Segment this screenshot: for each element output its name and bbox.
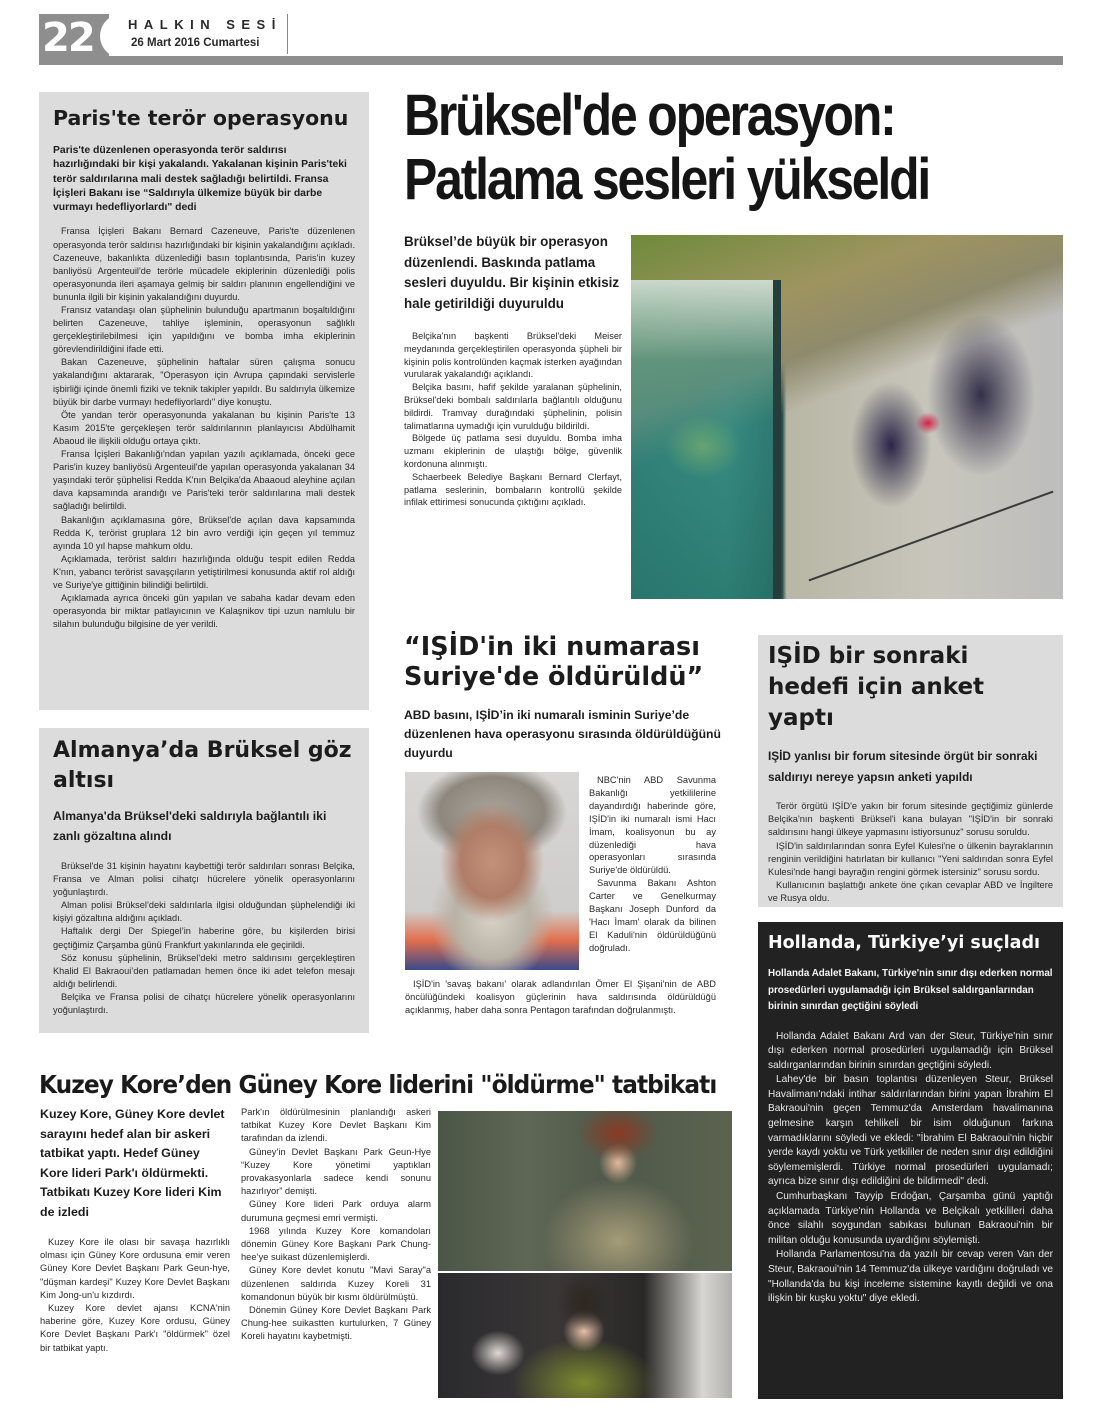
paper-date: 26 Mart 2016 Cumartesi bbox=[131, 37, 260, 49]
paragraph: NBC'nin ABD Savunma Bakanlığı yetkililerine dayandırdığı haberinde göre, IŞİD'in iki numaralı ismi Hacı İmam, koalisyonun bu ay düzenlediği hava operasyonları sırasında Suriye'de öldürüldü. bbox=[589, 775, 716, 876]
article-title: Almanya’da Brüksel göz altısı bbox=[53, 738, 352, 793]
article-title: Paris'te terör operasyonu bbox=[53, 106, 349, 130]
article-title: “IŞİD'in iki numarası Suriye'de öldürüldü” bbox=[404, 632, 704, 692]
article-lead: Brüksel’de büyük bir operasyon düzenlendi. Baskında patlama sesleri duyuldu. Bir kişinin etkisiz hale getirildiği duyuruldu bbox=[404, 234, 620, 311]
paper-name: HALKIN SESİ bbox=[128, 17, 282, 32]
article-title-kuzey-kore: Kuzey Kore’den Güney Kore liderini "öldürme" tatbikatı bbox=[39, 1070, 717, 1099]
article-lead: Hollanda Adalet Bakanı, Türkiye'nin sınır dışı ederken normal prosedürleri uygulamadığı için Brüksel saldırganlarından birinin sınırdan geçtiğini söyledi bbox=[768, 968, 1053, 1012]
article-body-bottom bbox=[405, 978, 716, 1017]
paragraph: Kuzey Kore ile olası bir savaşa hazırlıklı olması için Güney Kore ordusuna emir veren Güney Kore Devlet Başkanı Park Geun-hye, "düşman kardeşi" Kuzey Kore Devlet Başkanı Kim Jong-un'u kızdırdı. bbox=[40, 1237, 230, 1300]
paragraph: Bakan Cazeneuve, şüphelinin haftalar süren çalışma sonucu yakalandığını aktararak, "Operasyon için Avrupa çapındaki servislerle işbirliği içinde önemli fiziki ve teknik takipler yapıldı. Bu saldırıyla ülkemize büyük bir darbe vurmayı hedefliyorlardı" diye konuştu. bbox=[53, 357, 355, 407]
article-kuzey-kore-col1 bbox=[40, 1105, 230, 1355]
paragraph-continuation: Park'ın öldürülmesinin planlandığı askeri tatbikat Kuzey Kore Devlet Başkanı Kim tarafından da izlendi. bbox=[241, 1107, 431, 1144]
article-body bbox=[241, 1106, 431, 1344]
article-brussels bbox=[404, 232, 622, 509]
kim-jong-un-photo bbox=[438, 1111, 732, 1271]
paragraph: Belçika ve Fransa polisi de cihatçı hücrelere yönelik operasyonlarını yoğunlaştırdı. bbox=[53, 991, 355, 1016]
article-lead: ABD basını, IŞİD’in iki numaralı isminin Suriye’de düzenlenen hava operasyonu sırasında öldürüldüğünü duyurdu bbox=[404, 708, 721, 760]
paragraph: Dönemin Güney Kore Devlet Başkanı Park Chung-hee suikastten kurtulurken, 7 Güney Koreli hayatını kaybetmişti. bbox=[241, 1305, 431, 1342]
paragraph: Açıklamada ayrıca önceki gün yapılan ve sabaha kadar devam eden operasyonda bir miktar patlayıcının ve Kalaşnikov tipi uzun namlulu bir silahın bulunduğu bilgisine de yer verildi. bbox=[53, 593, 355, 630]
page-number: 22 bbox=[42, 15, 94, 61]
paragraph: Söz konusu şüphelinin, Brüksel’deki metro saldırısını gerçekleştiren Khalid El Bakraoui’den patlamadan hemen önce iki adet telefon mesajı aldığı belirlendi. bbox=[53, 952, 355, 989]
brussels-operation-photo bbox=[631, 235, 1063, 599]
paragraph: Haftalık dergi Der Spiegel’in haberine göre, bu kişilerden birisi geçtiğimiz Çarşamba günü Frankfurt yakınlarında ele geçirildi. bbox=[53, 926, 355, 950]
main-headline: Brüksel'de operasyon: Patlama sesleri yükseldi bbox=[404, 83, 930, 212]
article-body bbox=[404, 330, 622, 509]
haci-imam-portrait bbox=[405, 772, 579, 970]
paragraph: Güney’in Devlet Başkanı Park Geun-Hye “Kuzey Kore yönetimi yaptıkları provakasyonlarla sadece kendi sonunu hazırlıyor” demişti. bbox=[241, 1146, 431, 1197]
article-body bbox=[768, 1030, 1053, 1307]
paragraph: IŞİD'in 'savaş bakanı' olarak adlandırılan Ömer El Şişani'nin de ABD öncülüğündeki koalisyon güçlerinin hava saldırısında öldürüldüğü açıklanmış, haber daha sonra Pentagon tarafından doğrulanmıştı. bbox=[405, 979, 716, 1015]
masthead-bar bbox=[39, 56, 1063, 65]
paragraph: Belçika basını, hafif şekilde yaralanan şüphelinin, Brüksel'deki bombalı saldırılarla bağlantılı olduğunu bildirdi. Tramvay durağındaki şüphelinin, polisin talimatlarına uymadığı için vurulduğu bildirildi. bbox=[404, 382, 622, 431]
article-almanya bbox=[39, 728, 369, 1033]
article-lead: IŞİD yanlısı bir forum sitesinde örgüt bir sonraki saldırıyı nereye yapsın anketi yapıldı bbox=[768, 749, 1038, 784]
paragraph: Güney Kore lideri Park orduya alarm durumuna geçmesi emri vermişti. bbox=[241, 1199, 431, 1223]
paragraph: Brüksel'de 31 kişinin hayatını kaybettiği terör saldırıları sonrası Belçika, Fransa ve Alman polisi cihatçı hücrelere yönelik operasyonlarını yoğunlaştırdı. bbox=[53, 861, 355, 898]
article-lead: Kuzey Kore, Güney Kore devlet sarayını hedef alan bir askeri tatbikat yaptı. Hedef Güney Kore lideri Park'ı öldürmekti. Tatbikatı Kuzey Kore lideri Kim de izledi bbox=[40, 1107, 225, 1219]
railing-shape bbox=[808, 491, 1053, 582]
paragraph: Öte yandan terör operasyonunda yakalanan bu kişinin Paris'te 13 Kasım 2015'te gerçekleşen terör saldırılarının planlayıcısı Abdülhamit Abaoud ile ilişkili olduğu ortaya çıktı. bbox=[53, 409, 355, 446]
article-kuzey-kore-col2 bbox=[241, 1106, 431, 1344]
article-lead: Almanya'da Brüksel'deki saldırıyla bağlantılı iki zanlı gözaltına alındı bbox=[53, 809, 327, 843]
tram-shelter-shape bbox=[631, 280, 781, 599]
article-body bbox=[53, 860, 355, 1017]
article-isid-poll bbox=[758, 635, 1063, 907]
paragraph: Açıklamada, terörist saldırı hazırlığında olduğu tespit edilen Redda K'nın, yabancı terörist savaşçıların yetiştirilmesi konusunda aktif rol aldığı ve Suriye'ye gittiğinin bilindiği belirtildi. bbox=[53, 553, 355, 590]
paragraph: Cumhurbaşkanı Tayyip Erdoğan, Çarşamba günü yaptığı açıklamada Türkiye'nin Hollanda ve Belçikalı yetkilileri daha önce silahlı soygundan sabıkası bulunan Bakraoui'nin bir militan olduğu konusunda uyardığını söylemişti. bbox=[768, 1191, 1053, 1246]
paragraph: Hollanda Parlamentosu'na da yazılı bir cevap veren Van der Steur, Bakraoui'nin 14 Temmuz'da ülkeye vardığını doğruladı ve "Hollanda'da bu kişi inceleme sistemine kayıtlı değildi ve ona ilişkin bir kuşku yoktu" diye ekledi. bbox=[768, 1249, 1053, 1305]
paragraph: 1968 yılında Kuzey Kore komandoları dönemin Güney Kore Başkanı Park Chung-hee’ye suikast düzenlemişlerdi. bbox=[241, 1225, 431, 1263]
paragraph: Kuzey Kore devlet ajansı KCNA'nin haberine göre, Kuzey Kore ordusu, Güney Kore Devlet Başkanı Park'ı "öldürmek" özel bir tatbikat yaptı. bbox=[40, 1303, 230, 1353]
paragraph: Hollanda Adalet Bakanı Ard van der Steur, Türkiye'nin sınır dışı ederken normal prosedürleri uygulamadığı için Brüksel saldırganlarından birinin sınırdan geçtiğini söyledi. bbox=[768, 1030, 1053, 1071]
article-isid-number-two bbox=[404, 632, 744, 763]
paragraph: Schaerbeek Belediye Başkanı Bernard Clerfayt, patlama seslerinin, bombaların kontrollü şekilde infilak ettirimesi sonucunda çıktığını açıkladı. bbox=[404, 471, 622, 508]
article-title: IŞİD bir sonraki hedefi için anket yaptı bbox=[768, 643, 985, 731]
article-body-side bbox=[589, 774, 716, 955]
paragraph: Kullanıcının başlattığı ankete öne çıkan cevaplar ABD ve İngiltere ve Rusya oldu. bbox=[768, 880, 1053, 904]
park-geun-hye-photo bbox=[438, 1273, 732, 1398]
paragraph: Terör örgütü IŞİD'e yakın bir forum sitesinde geçtiğimiz günlerde Belçika'nın başkenti Brüksel'i kana bulayan "IŞİD'in bir sonraki saldırısını hangi ülkeye yapmasını istiyorsunuz" sorusu soruldu. bbox=[768, 801, 1053, 838]
paragraph: Lahey'de bir basın toplantısı düzenleyen Steur, Brüksel Havalimanı'ndaki intihar saldırılarından birini yapan İbrahim El Bakraoui'nin geçen Temmuz'da Amsterdam havalimanına gelmesine karşın tehlikeli bir isim olduğunun farkına varmadıklarını söyledi ve ekledi: "İbrahim El Bakraoui'nin hiçbir yerde kaydı yoktu ve Türk yetkililer de neden sınır dışı edildiğini söylememişlerdi. Türkiye normal prosedürleri uygulamadı; ayrıca bize sınır dışı edildiğini de bildirmedi" dedi. bbox=[768, 1074, 1053, 1188]
paragraph: Bakanlığın açıklamasına göre, Brüksel'de açılan dava kapsamında Redda K, terörist gruplara 12 bin avro verdiği için geçen yıl temmuz ayında 10 yıl hapse mahkum oldu. bbox=[53, 514, 355, 551]
article-hollanda bbox=[758, 922, 1063, 1399]
article-lead: Paris'te düzenlenen operasyonda terör saldırısı hazırlığındaki bir kişi yakalandı. Yakalanan kişinin Paris'teki terör saldırılarına mali destek sağladığı belirtildi. Fransa İçişleri Bakanı ise “Saldırıyla ülkemize büyük bir darbe vurmayı hedefliyorlardı" dedi bbox=[53, 144, 347, 214]
paragraph: Belçika'nın başkenti Brüksel'deki Meiser meydanında gerçekleştirilen operasyonda şüpheli bir kişinin polis kontrolünden kaçmak isterken ayağından vurularak yakalandığı açıklandı. bbox=[404, 331, 622, 380]
paragraph: IŞİD'in saldırılarından sonra Eyfel Kulesi'ne o ülkenin bayraklarının renginin verildiğini hatırlatan bir kullanıcı "Yeni saldırıdan sonra Eyfel Kulesi'nde hangi bayrağın rengini görmek istersiniz" sorusu sordu. bbox=[768, 840, 1053, 878]
article-title: Hollanda, Türkiye’yi suçladı bbox=[768, 933, 1041, 953]
paragraph: Alman polisi Brüksel’deki saldırılarla ilgisi olduğundan şüphelendiği iki kişiyi gözaltına aldığını açıkladı. bbox=[53, 900, 355, 924]
article-body bbox=[53, 225, 355, 631]
article-body bbox=[40, 1236, 230, 1355]
masthead-divider bbox=[287, 14, 288, 54]
paragraph: Fransa İçişleri Bakanlığı'ndan yapılan yazılı açıklamada, önceki gece Paris'in kuzey banliyösü Argenteuil'de yapılan operasyonda yakalanan 34 yaşındaki terör şüphelisi Redda K'nın Belçika'da Abaaoud aleyhine açılan dava kapsamında arandığı ve Paris'teki terör saldırılarına mali destek sağladığı belirtildi. bbox=[53, 449, 355, 512]
paragraph: Fransız vatandaşı olan şüphelinin bulunduğu apartmanın boşaltıldığını belirten Cazeneuve, tahliye işleminin, operasyonun sağlıklı gerçekleştirilebilmesi için yapıldığını ve bomba imha ekiplerinin görevlendirildiğini ifade etti. bbox=[53, 305, 355, 355]
paragraph: Güney Kore devlet konutu "Mavi Saray"a düzenlenen saldırıda Kuzey Koreli 31 komandonun büyük bir kısmı öldürülmüştü. bbox=[241, 1265, 431, 1302]
paragraph: Bölgede üç patlama sesi duyuldu. Bomba imha uzmanı ekiplerinin de ulaştığı bölge, güvenlik kordonuna alınmıştı. bbox=[404, 433, 622, 469]
paragraph: Savunma Bakanı Ashton Carter ve Genelkurmay Başkanı Joseph Dunford da 'Hacı İmam' olarak da bilinen El Kaduli'nin öldürüldüğünü doğruladı. bbox=[589, 878, 716, 953]
paragraph: Fransa İçişleri Bakanı Bernard Cazeneuve, Paris'te düzenlenen operasyonda terör saldırısı hazırlığındaki bir kişinin yakalandığını açıkladı. Cazeneuve, bakanlıkta düzenlediği basın toplantısında, Paris'in kuzey banliyösü Argenteuil'de terörle mücadele ekiplerinin düzenlediği polis operasyonunda ileri aşamaya gelmiş bir saldırı planının engellendiğini ve bununla ilgili bir kişinin yakalandığını duyurdu. bbox=[53, 226, 355, 302]
article-body bbox=[768, 800, 1053, 906]
article-paris bbox=[39, 92, 369, 710]
